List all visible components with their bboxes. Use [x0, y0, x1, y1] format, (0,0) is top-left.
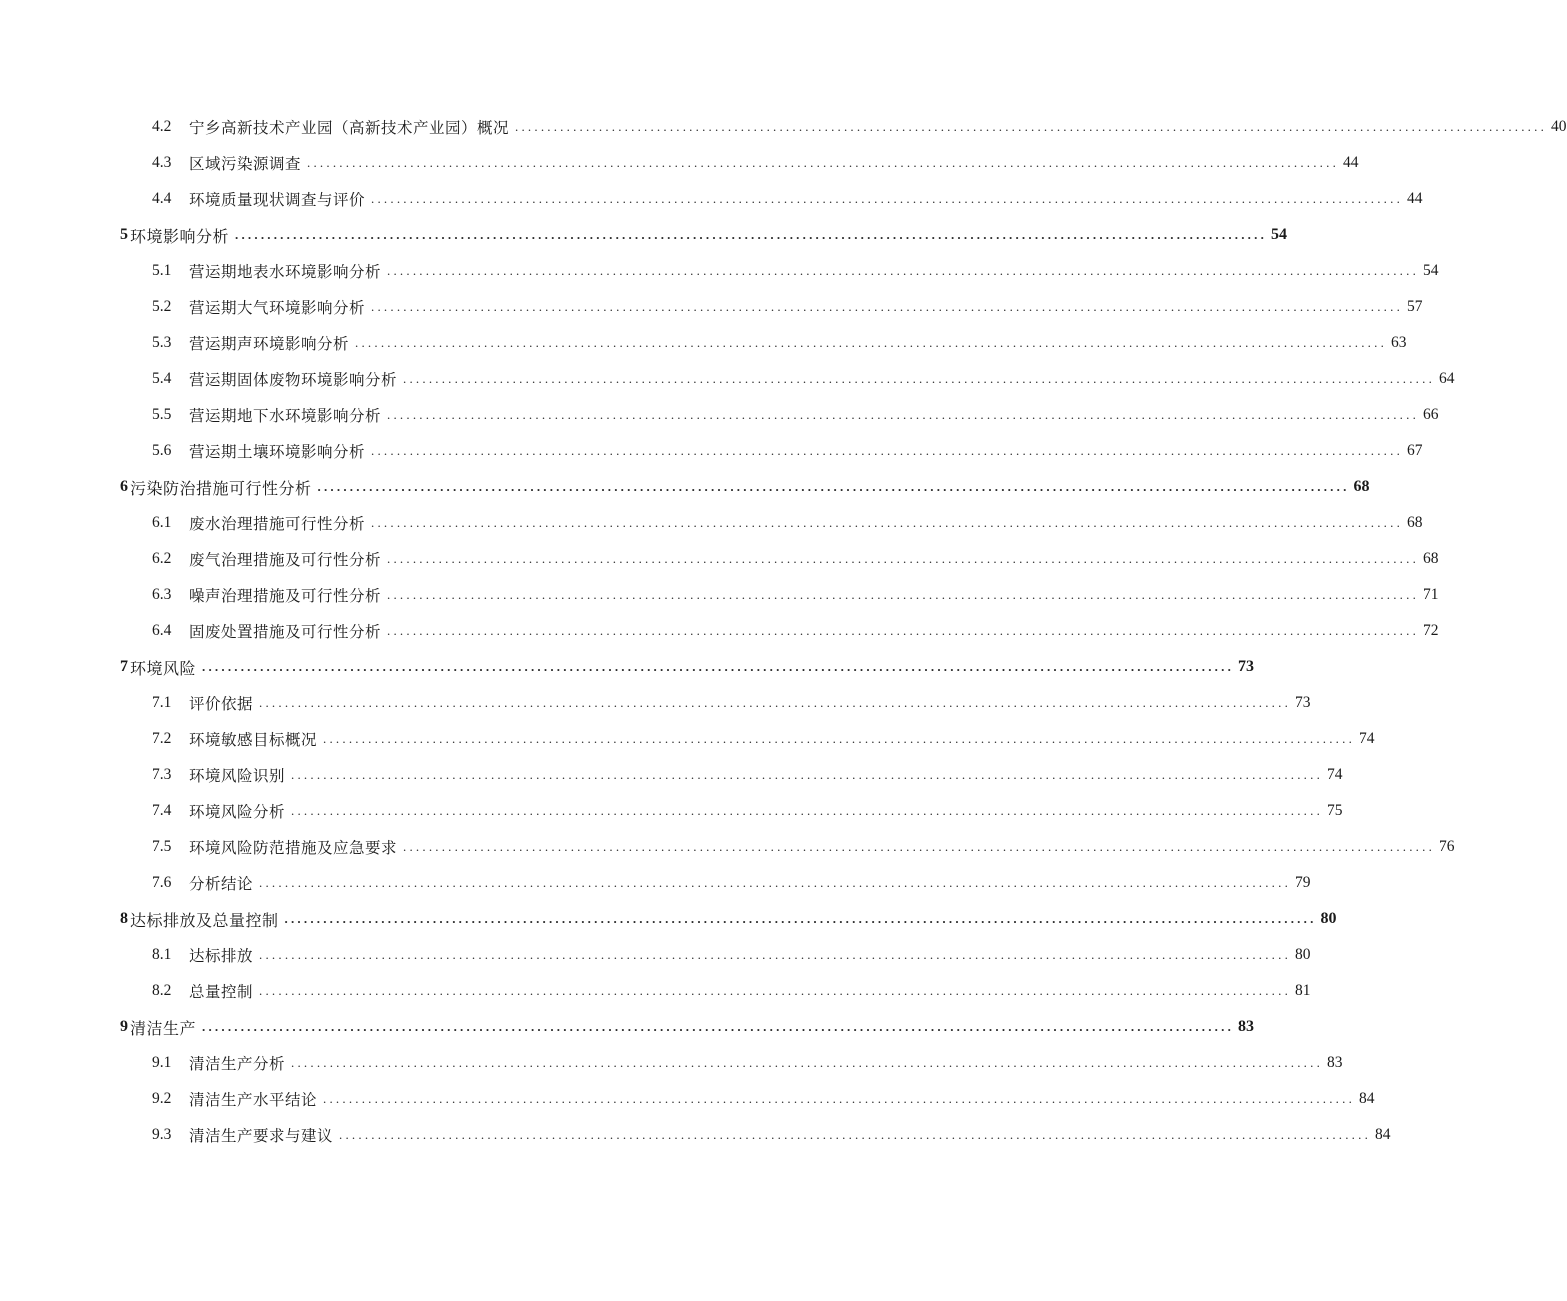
- toc-entry-page-number: 57: [1407, 298, 1423, 315]
- toc-entry-number: 4.2: [152, 118, 172, 135]
- toc-entry-page-number: 74: [1327, 766, 1343, 783]
- toc-entry-number: 6: [120, 478, 128, 495]
- toc-section-entry[interactable]: [0, 145, 1359, 181]
- toc-entry-page-number: 40: [1551, 118, 1567, 135]
- toc-entry-title: 区域污染源调查: [189, 155, 302, 173]
- toc-entry-title: 污染防治措施可行性分析: [130, 478, 312, 498]
- toc-entry-number: 7.2: [152, 730, 172, 747]
- toc-entry-page-number: 73: [1295, 694, 1311, 711]
- toc-entry-title: 环境风险防范措施及应急要求: [189, 839, 398, 857]
- toc-entry-page-number: 81: [1295, 982, 1311, 999]
- toc-entry-page-number: 63: [1391, 334, 1407, 351]
- toc-entry-number: 4.3: [152, 154, 172, 171]
- toc-entry-title: 营运期地表水环境影响分析: [189, 263, 382, 281]
- toc-section-entry[interactable]: [0, 433, 1423, 469]
- toc-entry-title: 环境风险: [130, 658, 197, 678]
- toc-section-entry[interactable]: [0, 1117, 1391, 1153]
- toc-section-entry[interactable]: [0, 937, 1311, 973]
- toc-entry-page-number: 68: [1407, 514, 1423, 531]
- toc-entry-number: 5.2: [152, 298, 172, 315]
- toc-section-entry[interactable]: [0, 109, 1567, 145]
- toc-entry-number: 5: [120, 226, 128, 243]
- table-of-contents: [0, 109, 1567, 1153]
- toc-entry-title: 营运期地下水环境影响分析: [189, 407, 382, 425]
- dot-leader: ................................................................................................................................................................: [291, 767, 1324, 782]
- toc-entry-title: 废水治理措施可行性分析: [189, 515, 366, 533]
- toc-section-entry[interactable]: [0, 1081, 1375, 1117]
- toc-chapter-entry[interactable]: [0, 649, 1255, 685]
- toc-section-entry[interactable]: [0, 253, 1439, 289]
- toc-section-entry[interactable]: [0, 577, 1439, 613]
- toc-entry-title: 营运期大气环境影响分析: [189, 299, 366, 317]
- dot-leader: ................................................................................................................................................................: [291, 1055, 1324, 1070]
- toc-entry-number: 7.5: [152, 838, 172, 855]
- toc-entry-number: 5.4: [152, 370, 172, 387]
- dot-leader: ................................................................................................................................................................: [371, 443, 1404, 458]
- toc-section-entry[interactable]: [0, 541, 1439, 577]
- dot-leader: ................................................................................................................................................................: [339, 1127, 1372, 1142]
- toc-section-entry[interactable]: [0, 325, 1407, 361]
- dot-leader: ................................................................................................................................................................: [323, 731, 1356, 746]
- dot-leader: ................................................................................................................................................................: [403, 839, 1436, 854]
- toc-chapter-entry[interactable]: [0, 901, 1337, 937]
- dot-leader: ................................................................................................................................................................: [387, 587, 1420, 602]
- toc-entry-number: 8.2: [152, 982, 172, 999]
- toc-section-entry[interactable]: [0, 865, 1311, 901]
- dot-leader: ................................................................................................................................................................: [202, 1019, 1235, 1034]
- dot-leader: ................................................................................................................................................................: [387, 551, 1420, 566]
- toc-entry-page-number: 66: [1423, 406, 1439, 423]
- dot-leader: ................................................................................................................................................................: [387, 623, 1420, 638]
- toc-entry-title: 营运期土壤环境影响分析: [189, 443, 366, 461]
- toc-entry-page-number: 73: [1238, 658, 1255, 675]
- toc-entry-page-number: 79: [1295, 874, 1311, 891]
- toc-section-entry[interactable]: [0, 793, 1343, 829]
- toc-section-entry[interactable]: [0, 181, 1423, 217]
- toc-entry-number: 5.5: [152, 406, 172, 423]
- dot-leader: ................................................................................................................................................................: [323, 1091, 1356, 1106]
- toc-entry-number: 6.3: [152, 586, 172, 603]
- toc-entry-number: 7: [120, 658, 128, 675]
- toc-entry-number: 5.6: [152, 442, 172, 459]
- toc-entry-title: 清洁生产要求与建议: [189, 1127, 334, 1145]
- toc-entry-page-number: 68: [1353, 478, 1370, 495]
- toc-entry-title: 环境影响分析: [130, 226, 230, 246]
- toc-entry-number: 7.4: [152, 802, 172, 819]
- toc-entry-title: 营运期声环境影响分析: [189, 335, 350, 353]
- toc-section-entry[interactable]: [0, 613, 1439, 649]
- toc-entry-page-number: 54: [1423, 262, 1439, 279]
- toc-entry-number: 7.3: [152, 766, 172, 783]
- dot-leader: ................................................................................................................................................................: [259, 695, 1292, 710]
- toc-entry-title: 环境风险分析: [189, 803, 286, 821]
- toc-entry-title: 废气治理措施及可行性分析: [189, 551, 382, 569]
- toc-entry-title: 达标排放及总量控制: [130, 910, 279, 930]
- toc-chapter-entry[interactable]: [0, 217, 1288, 253]
- toc-entry-title: 总量控制: [189, 983, 254, 1001]
- toc-entry-title: 分析结论: [189, 875, 254, 893]
- dot-leader: ................................................................................................................................................................: [403, 371, 1436, 386]
- dot-leader: ................................................................................................................................................................: [371, 191, 1404, 206]
- toc-section-entry[interactable]: [0, 361, 1455, 397]
- toc-entry-page-number: 83: [1238, 1018, 1255, 1035]
- toc-entry-title: 达标排放: [189, 947, 254, 965]
- toc-entry-title: 噪声治理措施及可行性分析: [189, 587, 382, 605]
- toc-section-entry[interactable]: [0, 289, 1423, 325]
- toc-entry-number: 7.1: [152, 694, 172, 711]
- toc-entry-page-number: 54: [1271, 226, 1288, 243]
- dot-leader: ................................................................................................................................................................: [259, 947, 1292, 962]
- dot-leader: ................................................................................................................................................................: [291, 803, 1324, 818]
- toc-chapter-entry[interactable]: [0, 469, 1370, 505]
- toc-entry-title: 营运期固体废物环境影响分析: [189, 371, 398, 389]
- toc-entry-page-number: 74: [1359, 730, 1375, 747]
- toc-entry-number: 6.1: [152, 514, 172, 531]
- toc-entry-page-number: 72: [1423, 622, 1439, 639]
- toc-section-entry[interactable]: [0, 1045, 1343, 1081]
- dot-leader: ................................................................................................................................................................: [387, 407, 1420, 422]
- dot-leader: ................................................................................................................................................................: [371, 299, 1404, 314]
- toc-entry-page-number: 64: [1439, 370, 1455, 387]
- toc-entry-number: 5.3: [152, 334, 172, 351]
- dot-leader: ................................................................................................................................................................: [317, 479, 1350, 494]
- dot-leader: ................................................................................................................................................................: [355, 335, 1388, 350]
- toc-entry-number: 6.2: [152, 550, 172, 567]
- dot-leader: ................................................................................................................................................................: [259, 875, 1292, 890]
- toc-entry-title: 固废处置措施及可行性分析: [189, 623, 382, 641]
- dot-leader: ................................................................................................................................................................: [284, 911, 1317, 926]
- toc-entry-page-number: 84: [1359, 1090, 1375, 1107]
- toc-entry-number: 8.1: [152, 946, 172, 963]
- toc-entry-page-number: 75: [1327, 802, 1343, 819]
- toc-entry-page-number: 68: [1423, 550, 1439, 567]
- toc-entry-page-number: 80: [1295, 946, 1311, 963]
- toc-entry-page-number: 44: [1343, 154, 1359, 171]
- toc-entry-number: 5.1: [152, 262, 172, 279]
- dot-leader: ................................................................................................................................................................: [202, 659, 1235, 674]
- toc-entry-page-number: 83: [1327, 1054, 1343, 1071]
- dot-leader: ................................................................................................................................................................: [235, 227, 1268, 242]
- toc-entry-number: 8: [120, 910, 128, 927]
- toc-entry-number: 6.4: [152, 622, 172, 639]
- toc-entry-title: 宁乡高新技术产业园（高新技术产业园）概况: [189, 119, 510, 137]
- toc-entry-page-number: 80: [1320, 910, 1337, 927]
- toc-entry-page-number: 71: [1423, 586, 1439, 603]
- toc-entry-number: 9: [120, 1018, 128, 1035]
- toc-entry-page-number: 44: [1407, 190, 1423, 207]
- toc-entry-title: 环境风险识别: [189, 767, 286, 785]
- toc-section-entry[interactable]: [0, 721, 1375, 757]
- toc-section-entry[interactable]: [0, 973, 1311, 1009]
- toc-entry-title: 清洁生产分析: [189, 1055, 286, 1073]
- dot-leader: ................................................................................................................................................................: [371, 515, 1404, 530]
- toc-section-entry[interactable]: [0, 829, 1455, 865]
- toc-entry-page-number: 76: [1439, 838, 1455, 855]
- toc-section-entry[interactable]: [0, 505, 1423, 541]
- toc-entry-number: 9.1: [152, 1054, 172, 1071]
- toc-entry-number: 9.3: [152, 1126, 172, 1143]
- toc-entry-title: 清洁生产: [130, 1018, 197, 1038]
- toc-entry-title: 环境敏感目标概况: [189, 731, 318, 749]
- toc-section-entry[interactable]: [0, 685, 1311, 721]
- toc-entry-title: 评价依据: [189, 695, 254, 713]
- toc-entry-page-number: 84: [1375, 1126, 1391, 1143]
- toc-entry-number: 7.6: [152, 874, 172, 891]
- dot-leader: ................................................................................................................................................................: [307, 155, 1340, 170]
- toc-entry-page-number: 67: [1407, 442, 1423, 459]
- toc-section-entry[interactable]: [0, 397, 1439, 433]
- toc-chapter-entry[interactable]: [0, 1009, 1255, 1045]
- toc-entry-number: 4.4: [152, 190, 172, 207]
- toc-entry-title: 清洁生产水平结论: [189, 1091, 318, 1109]
- toc-entry-title: 环境质量现状调查与评价: [189, 191, 366, 209]
- dot-leader: ................................................................................................................................................................: [515, 119, 1548, 134]
- dot-leader: ................................................................................................................................................................: [387, 263, 1420, 278]
- dot-leader: ................................................................................................................................................................: [259, 983, 1292, 998]
- toc-entry-number: 9.2: [152, 1090, 172, 1107]
- toc-section-entry[interactable]: [0, 757, 1343, 793]
